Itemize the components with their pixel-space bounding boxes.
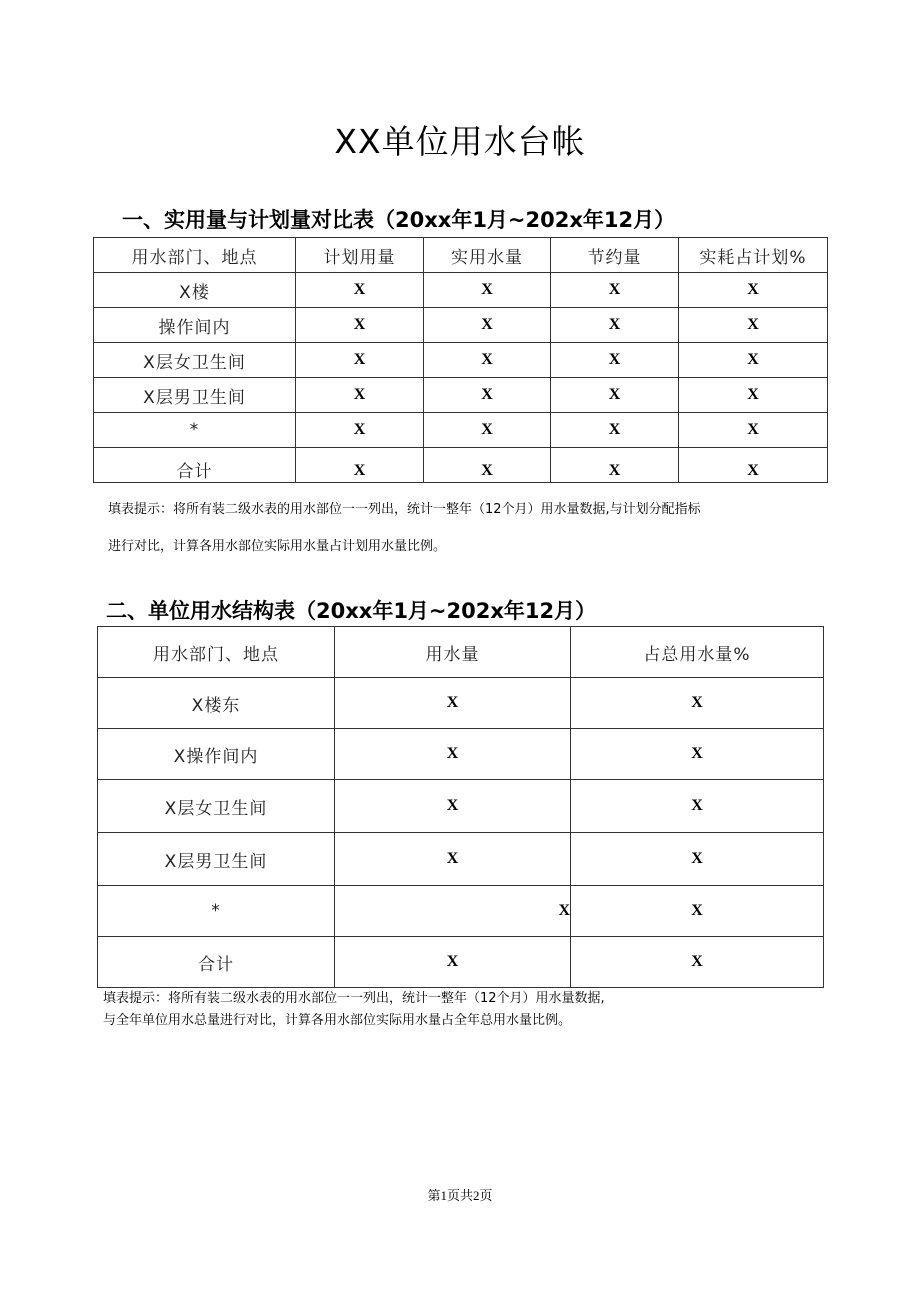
ratio-cell: X xyxy=(679,413,828,448)
total-row xyxy=(98,937,824,988)
table-row xyxy=(98,780,824,833)
section1-note-line1: 填表提示：将所有装二级水表的用水部位一一列出，统计一整年（12个月）用水量数据,与计划分配指标 xyxy=(108,502,701,517)
actual-usage-cell: X xyxy=(424,413,551,448)
actual-usage-cell: X xyxy=(424,273,551,308)
table-row xyxy=(94,273,828,308)
share-cell: X xyxy=(571,678,824,729)
savings-cell: X xyxy=(551,343,679,378)
actual-usage-cell: X xyxy=(424,308,551,343)
ratio-cell: X xyxy=(679,273,828,308)
section2-note-line2: 与全年单位用水总量进行对比，计算各用水部位实际用水量占全年总用水量比例。 xyxy=(103,1013,572,1028)
usage-cell: X xyxy=(335,886,571,937)
planned-usage-cell: X xyxy=(296,378,424,413)
column-header: 实耗占计划% xyxy=(679,238,828,273)
total-row xyxy=(94,448,828,483)
page-number: 第1页共2页 xyxy=(427,1188,493,1203)
ratio-cell: X xyxy=(679,308,828,343)
location-cell: X楼 xyxy=(94,273,296,308)
table-row xyxy=(98,833,824,886)
usage-cell: X xyxy=(335,729,571,780)
share-cell: X xyxy=(571,886,824,937)
table-header-row xyxy=(94,238,828,273)
usage-cell: X xyxy=(335,678,571,729)
total-label-cell: 合计 xyxy=(94,448,296,483)
planned-usage-cell: X xyxy=(296,343,424,378)
share-cell: X xyxy=(571,780,824,833)
savings-cell: X xyxy=(551,448,679,483)
section2-heading: 二、单位用水结构表（20xx年1月~202x年12月） xyxy=(106,599,597,623)
location-cell: X层女卫生间 xyxy=(94,343,296,378)
column-header: 用水部门、地点 xyxy=(94,238,296,273)
share-cell: X xyxy=(571,937,824,988)
actual-usage-cell: X xyxy=(424,448,551,483)
location-cell: * xyxy=(94,413,296,448)
usage-cell: X xyxy=(335,937,571,988)
section2-note-line1: 填表提示：将所有装二级水表的用水部位一一列出，统计一整年（12个月）用水量数据, xyxy=(103,991,605,1006)
column-header: 计划用量 xyxy=(296,238,424,273)
savings-cell: X xyxy=(551,413,679,448)
location-cell: 操作间内 xyxy=(94,308,296,343)
water-structure-table xyxy=(97,626,824,988)
table-row xyxy=(94,413,828,448)
savings-cell: X xyxy=(551,273,679,308)
location-cell: X层男卫生间 xyxy=(98,833,335,886)
ratio-cell: X xyxy=(679,343,828,378)
location-cell: X层男卫生间 xyxy=(94,378,296,413)
usage-cell: X xyxy=(335,833,571,886)
table-row xyxy=(98,678,824,729)
usage-cell: X xyxy=(335,780,571,833)
total-label-cell: 合计 xyxy=(98,937,335,988)
document-title: XX单位用水台帐 xyxy=(334,122,586,161)
actual-usage-cell: X xyxy=(424,378,551,413)
table-row xyxy=(98,729,824,780)
location-cell: * xyxy=(98,886,335,937)
ratio-cell: X xyxy=(679,448,828,483)
planned-usage-cell: X xyxy=(296,448,424,483)
table-row xyxy=(94,343,828,378)
column-header: 占总用水量% xyxy=(571,627,824,678)
location-cell: X层女卫生间 xyxy=(98,780,335,833)
planned-usage-cell: X xyxy=(296,308,424,343)
savings-cell: X xyxy=(551,378,679,413)
location-cell: X操作间内 xyxy=(98,729,335,780)
section1-note-line2: 进行对比，计算各用水部位实际用水量占计划用水量比例。 xyxy=(108,539,447,554)
column-header: 节约量 xyxy=(551,238,679,273)
planned-usage-cell: X xyxy=(296,273,424,308)
share-cell: X xyxy=(571,729,824,780)
column-header: 实用水量 xyxy=(424,238,551,273)
table-row xyxy=(98,886,824,937)
table-row xyxy=(94,378,828,413)
savings-cell: X xyxy=(551,308,679,343)
planned-usage-cell: X xyxy=(296,413,424,448)
column-header: 用水部门、地点 xyxy=(98,627,335,678)
column-header: 用水量 xyxy=(335,627,571,678)
section1-heading: 一、实用量与计划量对比表（20xx年1月~202x年12月） xyxy=(122,208,676,232)
table-header-row xyxy=(98,627,824,678)
table-row xyxy=(94,308,828,343)
share-cell: X xyxy=(571,833,824,886)
actual-usage-cell: X xyxy=(424,343,551,378)
plan-vs-actual-table xyxy=(93,237,828,483)
location-cell: X楼东 xyxy=(98,678,335,729)
ratio-cell: X xyxy=(679,378,828,413)
